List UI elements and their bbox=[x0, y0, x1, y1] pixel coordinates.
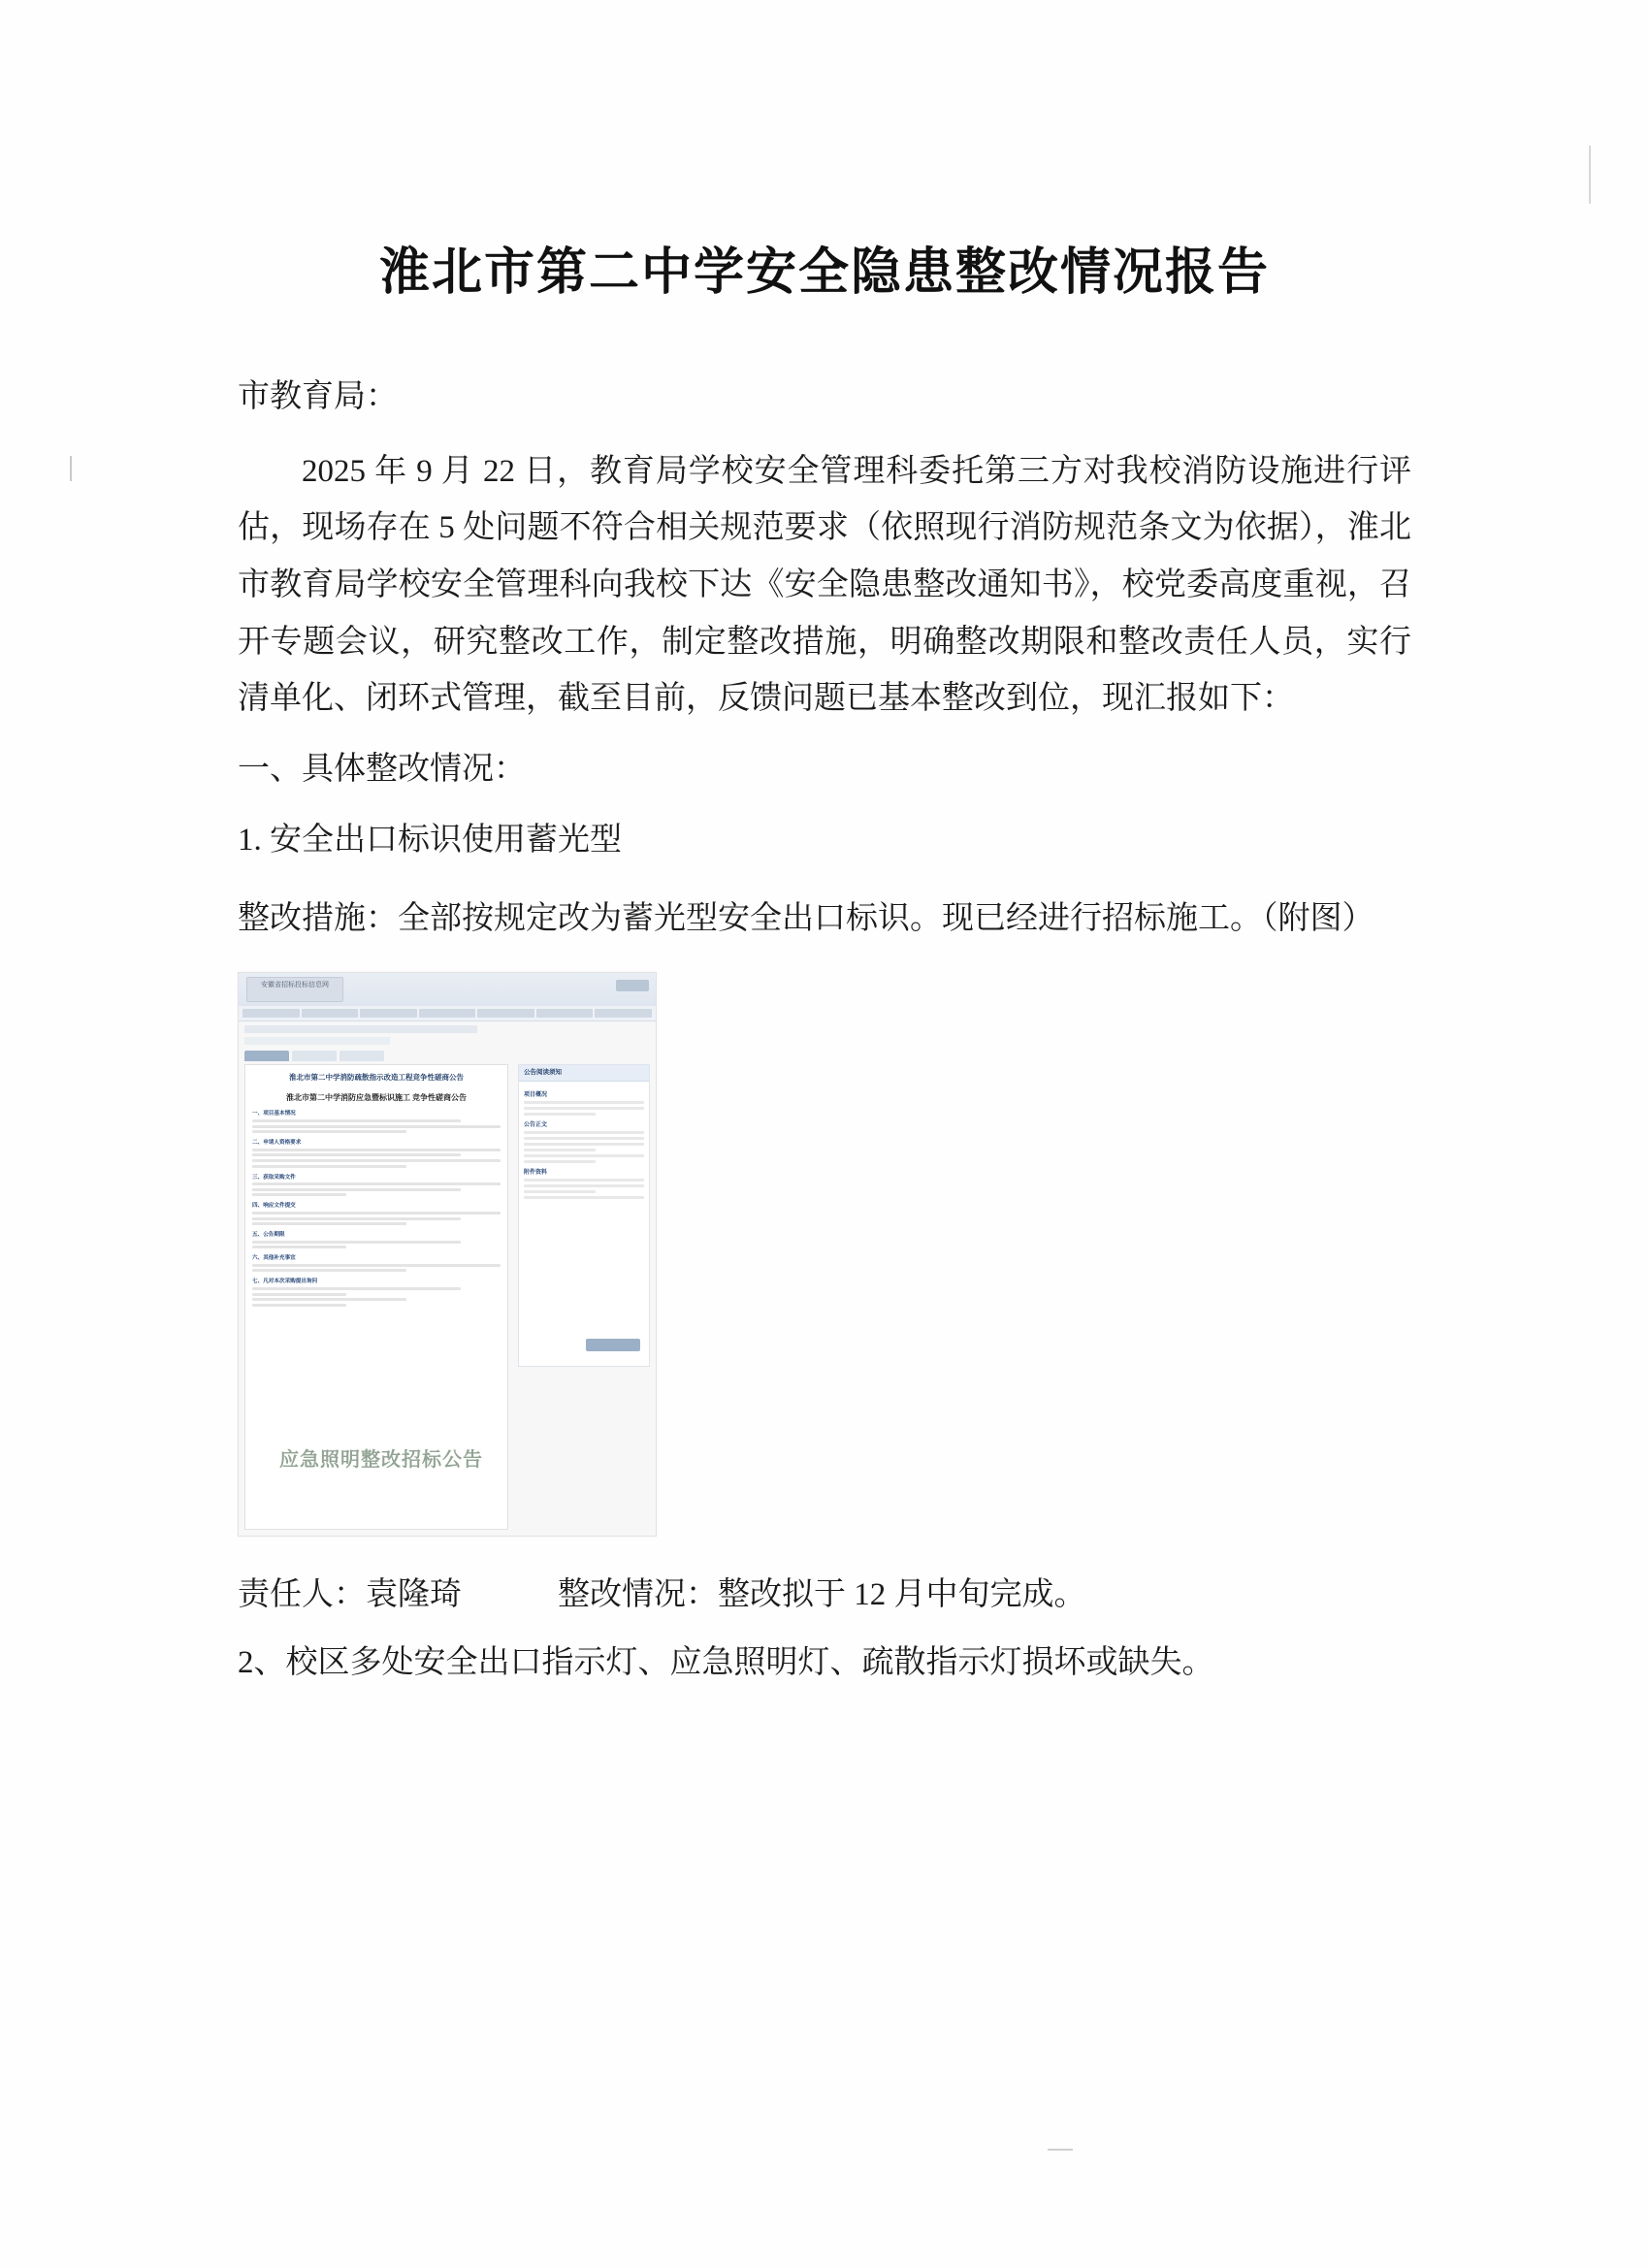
salutation: 市教育局： bbox=[238, 379, 398, 414]
text-line bbox=[524, 1149, 596, 1151]
responsibility-row bbox=[238, 1570, 1411, 1621]
figure-attachment bbox=[238, 972, 1411, 1537]
text-line bbox=[252, 1130, 406, 1133]
figure-caption-stamp: 应急照明整改招标公告 bbox=[279, 1449, 483, 1472]
nav-item[interactable] bbox=[360, 1009, 417, 1018]
text-line bbox=[524, 1131, 644, 1134]
text-line bbox=[252, 1293, 346, 1296]
document-body bbox=[238, 0, 1411, 1692]
text-line bbox=[252, 1212, 501, 1215]
section-heading: 一、具体整改情况： bbox=[238, 752, 526, 788]
nav-item[interactable] bbox=[595, 1009, 652, 1018]
responsible-person: 责任人：袁隆琦 bbox=[238, 1577, 462, 1613]
announcement-section-heading: 六、其他补充事宜 bbox=[252, 1255, 296, 1262]
text-line bbox=[524, 1160, 596, 1163]
sidebar-title: 公告阅读须知 bbox=[519, 1065, 649, 1082]
text-line bbox=[252, 1165, 406, 1168]
item-1-title: 1. 安全出口标识使用蓄光型 bbox=[238, 822, 622, 858]
tab-strip[interactable] bbox=[244, 1051, 384, 1061]
sidebar-body bbox=[519, 1082, 649, 1208]
text-line bbox=[252, 1222, 406, 1225]
text-line bbox=[252, 1159, 501, 1162]
text-line bbox=[252, 1298, 406, 1301]
sidebar-section-title: 项目概况 bbox=[524, 1092, 548, 1099]
announcement-section-heading: 四、响应文件提交 bbox=[252, 1203, 296, 1210]
text-line bbox=[524, 1190, 596, 1193]
text-line bbox=[524, 1154, 644, 1157]
text-line bbox=[252, 1264, 501, 1267]
nav-item[interactable] bbox=[419, 1009, 476, 1018]
header-badge bbox=[616, 980, 649, 991]
register-button[interactable] bbox=[586, 1339, 640, 1351]
text-line bbox=[252, 1246, 346, 1248]
embedded-screenshot bbox=[238, 972, 657, 1537]
tab-inactive[interactable] bbox=[340, 1051, 384, 1061]
announcement-title: 淮北市第二中学消防应急暨标识施工 竞争性磋商公告 bbox=[286, 1093, 467, 1103]
announcement-section-heading: 七、凡对本次采购提出询问 bbox=[252, 1279, 318, 1285]
text-line bbox=[252, 1287, 461, 1290]
rectification-progress: 整改情况：整改拟于 12 月中旬完成。 bbox=[558, 1577, 1086, 1613]
body-paragraph: 2025 年 9 月 22 日，教育局学校安全管理科委托第三方对我校消防设施进行评估，现场存在 5 处问题不符合相关规范要求（依照现行消防规范条文为依据），淮北市教育局学校安全管理科向我校下达《安全隐患整改通知书》，校党委高度重视，召开专题会议，研究整改工作，制定整改措施，明确整改期限和整改责任人员，实行清单化、闭环式管理，截至目前，反馈问题已基本整改到位，现汇报如下： bbox=[238, 453, 1411, 717]
text-line bbox=[252, 1125, 501, 1128]
scan-fold-artifact bbox=[70, 456, 72, 481]
nav-item[interactable] bbox=[302, 1009, 359, 1018]
breadcrumb bbox=[244, 1025, 477, 1033]
text-line bbox=[524, 1196, 644, 1199]
announcement-breadcrumb-title: 淮北市第二中学消防疏散指示改造工程竞争性磋商公告 bbox=[289, 1073, 464, 1083]
announcement-body bbox=[245, 1109, 507, 1316]
site-nav-bar[interactable] bbox=[239, 1006, 656, 1021]
scan-speck-artifact bbox=[1048, 2149, 1073, 2151]
text-line bbox=[252, 1119, 461, 1122]
nav-item[interactable] bbox=[477, 1009, 534, 1018]
sidebar-panel bbox=[518, 1064, 650, 1367]
text-line bbox=[252, 1153, 461, 1156]
text-line bbox=[524, 1137, 644, 1140]
page-title: 淮北市第二中学安全隐患整改情况报告 bbox=[378, 245, 1270, 301]
sidebar-section-title: 附件资料 bbox=[524, 1170, 548, 1177]
text-line bbox=[524, 1184, 644, 1187]
text-line bbox=[524, 1107, 644, 1110]
tab-active[interactable] bbox=[244, 1051, 289, 1061]
text-line bbox=[252, 1183, 501, 1185]
site-logo: 安徽省招标投标信息网 bbox=[246, 977, 343, 1002]
text-line bbox=[524, 1101, 644, 1104]
site-header bbox=[239, 973, 656, 1007]
tab-inactive[interactable] bbox=[292, 1051, 337, 1061]
text-line bbox=[252, 1149, 501, 1151]
scan-edge-artifact bbox=[1589, 146, 1591, 204]
text-line bbox=[524, 1179, 644, 1182]
text-line bbox=[252, 1217, 461, 1220]
announcement-section-heading: 二、申请人资格要求 bbox=[252, 1140, 302, 1147]
text-line bbox=[252, 1188, 461, 1191]
text-line bbox=[524, 1113, 596, 1116]
announcement-section-heading: 三、获取采购文件 bbox=[252, 1174, 296, 1181]
text-line bbox=[252, 1304, 346, 1307]
nav-item[interactable] bbox=[242, 1009, 300, 1018]
sidebar-section-title: 公告正文 bbox=[524, 1122, 548, 1129]
text-line bbox=[524, 1143, 644, 1146]
announcement-section-heading: 一、项目基本情况 bbox=[252, 1111, 296, 1118]
text-line bbox=[252, 1269, 406, 1272]
text-line bbox=[252, 1241, 461, 1244]
item-2-title: 2、校区多处安全出口指示灯、应急照明灯、疏散指示灯损坏或缺失。 bbox=[238, 1645, 1214, 1681]
nav-item[interactable] bbox=[536, 1009, 594, 1018]
item-1-measure: 整改措施：全部按规定改为蓄光型安全出口标识。现已经进行招标施工。（附图） bbox=[238, 900, 1374, 936]
text-line bbox=[252, 1193, 346, 1196]
announcement-section-heading: 五、公告期限 bbox=[252, 1232, 285, 1239]
breadcrumb-secondary bbox=[244, 1037, 390, 1045]
